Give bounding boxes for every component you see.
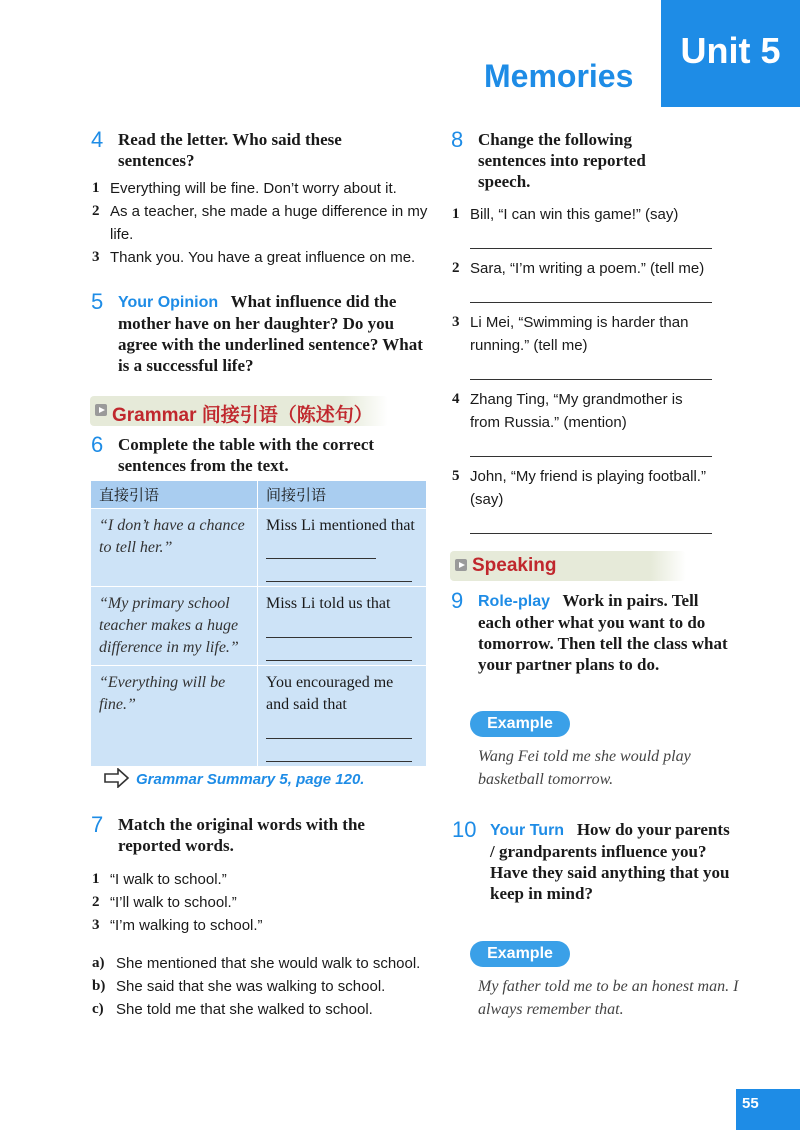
list-item: 3 “I’m walking to school.” <box>92 917 263 934</box>
exercise-8-number: 8 <box>451 127 464 152</box>
play-icon <box>455 559 467 571</box>
example-badge: Example <box>470 941 570 967</box>
exercise-8-instruction: Change the following sentences into reported speech. <box>478 130 646 191</box>
list-item: c) She told me that she walked to school. <box>92 1001 373 1018</box>
table-row: “My primary school teacher makes a huge difference in my life.” Miss Li told us that <box>91 587 427 666</box>
page-title: Memories <box>484 58 634 94</box>
your-turn-label: Your Turn <box>490 822 565 839</box>
speaking-banner <box>450 551 686 581</box>
page-number: 55 <box>742 1095 759 1112</box>
exercise-9-number: 9 <box>451 588 464 613</box>
exercise-4-list <box>92 177 432 269</box>
example-text: My father told me to be an honest man. I always remember that. <box>478 978 739 1018</box>
table-header-indirect: 间接引语 <box>258 481 427 509</box>
list-item: 1 “I walk to school.” <box>92 871 227 888</box>
answer-blank[interactable] <box>266 542 376 559</box>
exercise-7-originals <box>92 868 422 937</box>
exercise-10-number: 10 <box>452 817 477 842</box>
answer-blank[interactable] <box>470 357 712 380</box>
speaking-banner-title: Speaking <box>472 555 557 576</box>
grammar-banner <box>90 396 388 426</box>
exercise-7-instruction: Match the original words with the reported words. <box>118 815 365 855</box>
answer-blank[interactable] <box>470 280 712 303</box>
answer-blank[interactable] <box>470 434 712 457</box>
exercise-4-number: 4 <box>91 127 104 152</box>
your-opinion-label: Your Opinion <box>118 294 219 311</box>
list-item: a) She mentioned that she would walk to school. <box>92 955 421 972</box>
example-badge: Example <box>470 711 570 737</box>
list-item: 1 Bill, “I can win this game!” (say) <box>452 203 712 249</box>
answer-blank[interactable] <box>266 638 412 661</box>
answer-blank[interactable] <box>266 615 412 638</box>
list-item: 3 Thank you. You have a great influence on me. <box>92 249 416 266</box>
answer-blank[interactable] <box>266 559 412 582</box>
exercise-6-number: 6 <box>91 432 104 457</box>
exercise-7-number: 7 <box>91 812 104 837</box>
answer-blank[interactable] <box>470 226 712 249</box>
list-item: b) She said that she was walking to school. <box>92 978 386 995</box>
list-item: 2 “I’ll walk to school.” <box>92 894 237 911</box>
page-number-badge <box>736 1089 800 1130</box>
exercise-10-instruction: Your Turn How do your parents / grandparents influence you? Have they said anything that you keep in mind? <box>490 820 730 903</box>
role-play-label: Role-play <box>478 593 551 610</box>
answer-blank[interactable] <box>470 511 712 534</box>
exercise-5-instruction: Your Opinion What influence did the mother have on her daughter? Do you agree with the underlined sentence? What is a successful life? <box>118 292 423 375</box>
list-item: 4 Zhang Ting, “My grandmother is from Russia.” (mention) <box>452 388 712 457</box>
unit-badge <box>661 0 800 107</box>
list-item: 2 As a teacher, she made a huge difference in my life. <box>92 203 428 243</box>
exercise-9-instruction: Role-play Work in pairs. Tell each other what you want to do tomorrow. Then tell the class what your partner plans to do. <box>478 591 728 674</box>
answer-blank[interactable] <box>266 739 412 762</box>
list-item: 3 Li Mei, “Swimming is harder than running.” (tell me) <box>452 311 712 380</box>
grammar-summary-link[interactable]: Grammar Summary 5, page 120. <box>136 771 365 788</box>
list-item: 1 Everything will be fine. Don’t worry about it. <box>92 180 397 197</box>
example-text: Wang Fei told me she would play basketball tomorrow. <box>478 748 691 788</box>
list-item: 5 John, “My friend is playing football.” (say) <box>452 465 712 534</box>
exercise-8-list <box>452 203 712 534</box>
exercise-4-instruction: Read the letter. Who said these sentences? <box>118 130 342 170</box>
exercise-6-instruction: Complete the table with the correct sentences from the text. <box>118 435 375 475</box>
answer-blank[interactable] <box>266 716 412 739</box>
exercise-5-number: 5 <box>91 289 104 314</box>
play-icon <box>95 404 107 416</box>
list-item: 2 Sara, “I’m writing a poem.” (tell me) <box>452 257 712 303</box>
unit-label: Unit 5 <box>680 30 781 71</box>
table-header-direct: 直接引语 <box>91 481 258 509</box>
arrow-icon <box>104 768 130 793</box>
table-row: “I don’t have a chance to tell her.” Miss Li mentioned that <box>91 509 427 587</box>
table-row: “Everything will be fine.” You encouraged me and said that <box>91 666 427 767</box>
grammar-table <box>91 481 427 766</box>
grammar-banner-title: Grammar 间接引语（陈述句） <box>112 405 373 426</box>
exercise-7-reported <box>92 952 422 1021</box>
